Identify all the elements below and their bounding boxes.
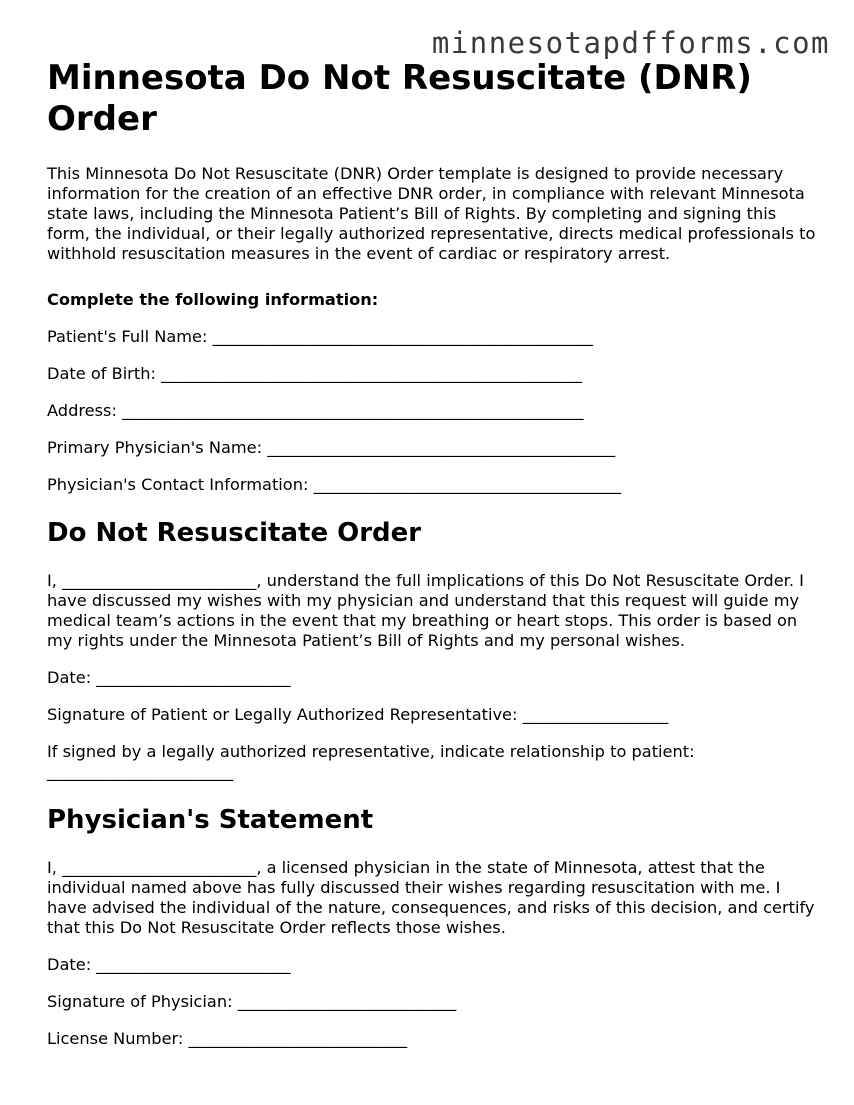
page-title: Minnesota Do Not Resuscitate (DNR) Order [47, 58, 752, 139]
physician-contact-field[interactable]: Physician's Contact Information: ______________________________________ [47, 475, 622, 494]
address-field[interactable]: Address: _________________________________________________________ [47, 401, 584, 420]
patient-name-field[interactable]: Patient's Full Name: _______________________________________________ [47, 327, 593, 346]
date-of-birth-field[interactable]: Date of Birth: ____________________________________________________ [47, 364, 582, 383]
intro-paragraph: This Minnesota Do Not Resuscitate (DNR) Order template is designed to provide necessary information for the creation of an effective DNR order, in compliance with relevant Minnesota state laws, including the Minnesota Patient’s Bill of Rights. By completing and signing this form, the individual, or their legally authorized representative, directs medical professionals to withhold resuscitation measures in the event of cardiac or respiratory arrest. [47, 164, 816, 263]
license-number-field[interactable]: License Number: ___________________________ [47, 1029, 408, 1048]
physician-signature-field[interactable]: Signature of Physician: ___________________________ [47, 992, 457, 1011]
dnr-date-field[interactable]: Date: ________________________ [47, 668, 291, 687]
physician-statement[interactable]: I, ________________________, a licensed physician in the state of Minnesota, attest that the individual named above has fully discussed their wishes regarding resuscitation with me. I have advised the individual of the nature, consequences, and risks of this decision, and certify that this Do Not Resuscitate Order reflects those wishes. [47, 858, 815, 937]
physician-name-field[interactable]: Primary Physician's Name: ___________________________________________ [47, 438, 616, 457]
physician-date-field[interactable]: Date: ________________________ [47, 955, 291, 974]
info-heading: Complete the following information: [47, 290, 379, 309]
dnr-statement[interactable]: I, ________________________, understand the full implications of this Do Not Resuscitate Order. I have discussed my wishes with my physician and understand that this request will guide my medical team’s actions in the event that my breathing or heart stops. This order is based on my rights under the Minnesota Patient’s Bill of Rights and my personal wishes. [47, 571, 804, 650]
watermark: minnesotapdfforms.com [431, 26, 830, 60]
relationship-field[interactable]: If signed by a legally authorized representative, indicate relationship to patient: _______________________ [47, 742, 695, 781]
document-page [47, 58, 817, 1049]
patient-signature-field[interactable]: Signature of Patient or Legally Authorized Representative: __________________ [47, 705, 669, 724]
dnr-section-heading: Do Not Resuscitate Order [47, 518, 422, 548]
physician-section-heading: Physician's Statement [47, 805, 374, 835]
